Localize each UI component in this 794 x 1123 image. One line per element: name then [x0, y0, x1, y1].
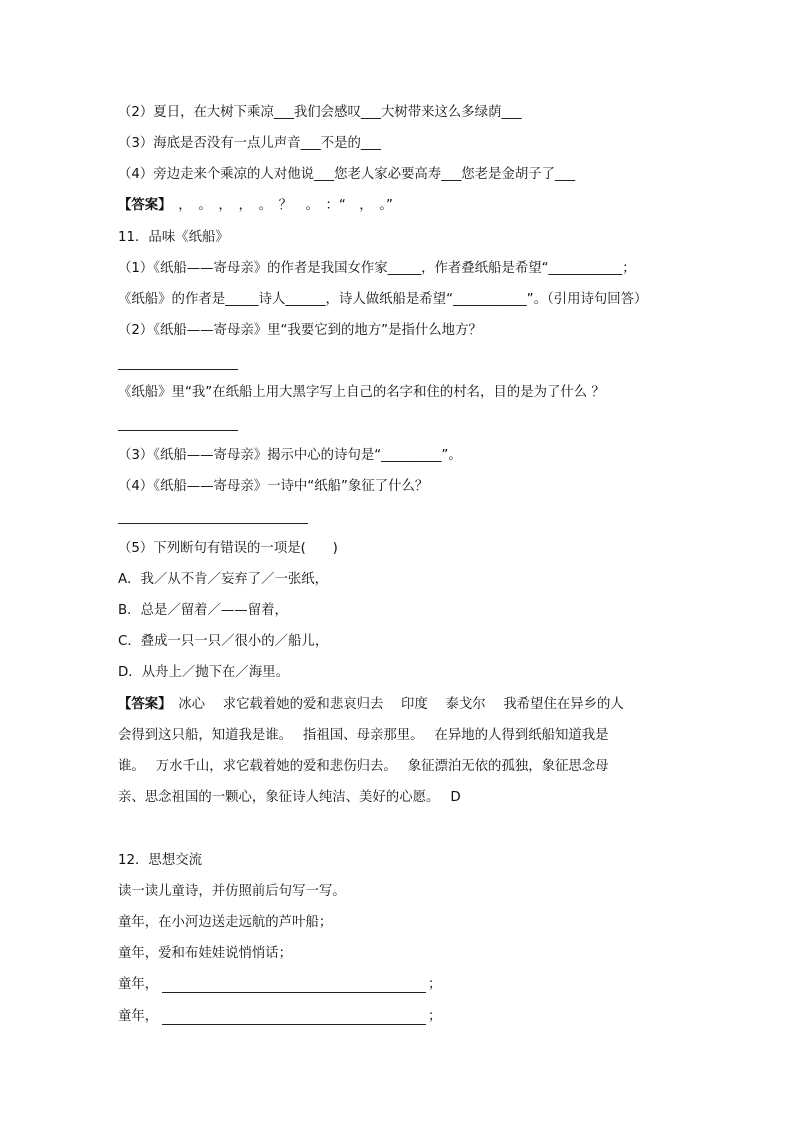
blank-suffix: ；: [428, 977, 442, 992]
answer-blank-line[interactable]: [118, 430, 238, 431]
q12-poem-line-1: 童年，在小河边送走远航的芦叶船；: [118, 915, 333, 930]
q12-blank-row-1: [118, 976, 158, 994]
q12-instruction: 读一读儿童诗，并仿照前后句写一写。: [118, 884, 346, 899]
q11-sub5: （5）下列断句有错误的一项是( ): [118, 541, 338, 556]
q11-sub1-line1: （1）《纸船——寄母亲》的作者是我国女作家_____，作者叠纸船是希望“___________；: [118, 261, 636, 276]
q12-blank-row-2: [118, 1008, 158, 1026]
q11-title: 11．品味《纸船》: [118, 230, 229, 245]
q11-sub1-line2: 《纸船》的作者是_____诗人______，诗人做纸船是希望“___________”。（引用诗句回答）: [118, 292, 648, 307]
blank-prefix: 童年，: [118, 977, 159, 992]
answer-tag: 【答案】: [118, 697, 165, 712]
q11-sub3: （3）《纸船——寄母亲》揭示中心的诗句是“_________”。: [118, 448, 462, 463]
q10-answer: [118, 197, 393, 215]
writing-blank-line[interactable]: [162, 992, 426, 993]
option-b[interactable]: B．总是／留着／——留着，: [118, 603, 288, 618]
q11-answer-line-2: 会得到这只船，知道我是谁。 指祖国、母亲那里。 在异地的人得到纸船知道我是: [118, 728, 609, 743]
q11-answer-text-1: 冰心 求它载着她的爱和悲哀归去 印度 泰戈尔 我希望住在异乡的人: [164, 697, 624, 712]
answer-blank-line[interactable]: [118, 369, 238, 370]
option-d[interactable]: D．从舟上／抛下在／海里。: [118, 665, 289, 680]
writing-blank-line[interactable]: [162, 1024, 426, 1025]
q10-item-2: （2）夏日，在大树下乘凉___我们会感叹___大树带来这么多绿荫___: [118, 105, 522, 120]
q10-answer-text: ， 。 ， ， 。 ？ 。 ：“ ， 。”: [164, 198, 393, 213]
option-a[interactable]: A．我／从不肯／妄弃了／一张纸，: [118, 572, 329, 587]
q12-title: 12．思想交流: [118, 853, 202, 868]
q11-answer-line-3: 谁。 万水千山，求它载着她的爱和悲伤归去。 象征漂泊无依的孤独，象征思念母: [118, 759, 609, 774]
blank-prefix: 童年，: [118, 1009, 159, 1024]
answer-blank-line[interactable]: [118, 523, 308, 524]
q10-item-4: （4）旁边走来个乘凉的人对他说___您老人家必要高寿___您老是金胡子了___: [118, 167, 576, 182]
q12-poem-line-2: 童年，爱和布娃娃说悄悄话；: [118, 946, 293, 961]
q11-answer-line-1: [118, 696, 624, 714]
q11-sub4: （4）《纸船——寄母亲》一诗中“纸船”象征了什么？: [118, 479, 429, 494]
answer-tag: 【答案】: [118, 198, 165, 213]
q11-sub2-question1: （2）《纸船——寄母亲》里“我要它到的地方”是指什么地方？: [118, 323, 482, 338]
option-c[interactable]: C．叠成一只一只／很小的／船儿，: [118, 634, 329, 649]
q11-answer-line-4: 亲、思念祖国的一颗心，象征诗人纯洁、美好的心愿。 D: [118, 790, 461, 805]
blank-suffix: ；: [428, 1009, 442, 1024]
q11-sub2-question2: 《纸船》里“我”在纸船上用大黑字写上自己的名字和住的村名，目的是为了什么 ？: [118, 385, 605, 400]
q10-item-3: （3）海底是否没有一点儿声音___不是的___: [118, 136, 381, 151]
